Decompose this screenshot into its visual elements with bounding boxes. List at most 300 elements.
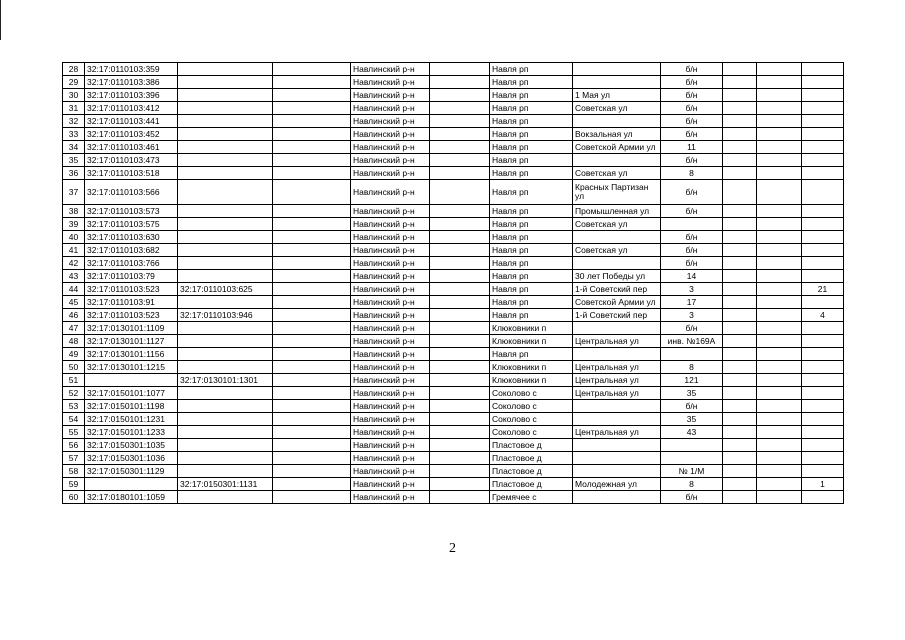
extra-cell-3 xyxy=(802,322,844,335)
house-cell: 8 xyxy=(661,361,723,374)
extra-cell-3 xyxy=(802,231,844,244)
district-cell: Навлинский р-н xyxy=(351,231,430,244)
street-cell: Советская ул xyxy=(573,218,661,231)
house-cell: б/н xyxy=(661,89,723,102)
extra-cell-1 xyxy=(723,167,757,180)
house-cell: 35 xyxy=(661,413,723,426)
extra-cell-3 xyxy=(802,205,844,218)
blank-cell xyxy=(430,257,490,270)
blank-cell xyxy=(430,115,490,128)
blank-cell xyxy=(273,309,351,322)
extra-cell-2 xyxy=(757,296,802,309)
extra-cell-1 xyxy=(723,335,757,348)
district-cell: Навлинский р-н xyxy=(351,452,430,465)
blank-cell xyxy=(430,296,490,309)
locality-cell: Навля рп xyxy=(490,231,573,244)
parent-cadastral-number xyxy=(178,63,273,76)
extra-cell-1 xyxy=(723,361,757,374)
blank-cell xyxy=(430,387,490,400)
house-cell: 43 xyxy=(661,426,723,439)
extra-cell-1 xyxy=(723,439,757,452)
row-number: 45 xyxy=(63,296,85,309)
blank-cell xyxy=(430,478,490,491)
district-cell: Навлинский р-н xyxy=(351,309,430,322)
extra-cell-3 xyxy=(802,296,844,309)
locality-cell: Соколово с xyxy=(490,413,573,426)
cadastral-number: 32:17:0130101:1109 xyxy=(85,322,178,335)
street-cell: Промышленная ул xyxy=(573,205,661,218)
district-cell: Навлинский р-н xyxy=(351,374,430,387)
row-number: 31 xyxy=(63,102,85,115)
parent-cadastral-number xyxy=(178,348,273,361)
street-cell: Молодежная ул xyxy=(573,478,661,491)
extra-cell-1 xyxy=(723,63,757,76)
table-row xyxy=(63,167,844,180)
parent-cadastral-number xyxy=(178,167,273,180)
locality-cell: Навля рп xyxy=(490,115,573,128)
extra-cell-1 xyxy=(723,387,757,400)
parent-cadastral-number xyxy=(178,413,273,426)
parent-cadastral-number xyxy=(178,102,273,115)
blank-cell xyxy=(430,76,490,89)
extra-cell-1 xyxy=(723,270,757,283)
blank-cell xyxy=(430,154,490,167)
locality-cell: Клюковники п xyxy=(490,322,573,335)
parent-cadastral-number: 32:17:0110103:625 xyxy=(178,283,273,296)
extra-cell-2 xyxy=(757,309,802,322)
street-cell xyxy=(573,439,661,452)
row-number: 60 xyxy=(63,491,85,504)
district-cell: Навлинский р-н xyxy=(351,270,430,283)
table-row xyxy=(63,452,844,465)
table-row xyxy=(63,361,844,374)
blank-cell xyxy=(273,167,351,180)
parent-cadastral-number xyxy=(178,387,273,400)
row-number: 58 xyxy=(63,465,85,478)
row-number: 46 xyxy=(63,309,85,322)
cadastral-number xyxy=(85,478,178,491)
blank-cell xyxy=(430,89,490,102)
house-cell: 17 xyxy=(661,296,723,309)
parent-cadastral-number xyxy=(178,257,273,270)
blank-cell xyxy=(430,400,490,413)
extra-cell-3: 4 xyxy=(802,309,844,322)
house-cell: 8 xyxy=(661,167,723,180)
extra-cell-3 xyxy=(802,257,844,270)
extra-cell-2 xyxy=(757,426,802,439)
row-number: 47 xyxy=(63,322,85,335)
extra-cell-2 xyxy=(757,257,802,270)
page-edge-mark xyxy=(0,0,1,40)
parent-cadastral-number: 32:17:0110103:946 xyxy=(178,309,273,322)
blank-cell xyxy=(430,102,490,115)
row-number: 53 xyxy=(63,400,85,413)
parent-cadastral-number xyxy=(178,361,273,374)
table-row xyxy=(63,180,844,205)
house-cell xyxy=(661,348,723,361)
table-row xyxy=(63,115,844,128)
extra-cell-3 xyxy=(802,270,844,283)
house-cell: 3 xyxy=(661,283,723,296)
blank-cell xyxy=(273,180,351,205)
row-number: 48 xyxy=(63,335,85,348)
extra-cell-2 xyxy=(757,218,802,231)
street-cell: Красных Партизан ул xyxy=(573,180,661,205)
district-cell: Навлинский р-н xyxy=(351,478,430,491)
cadastral-number xyxy=(85,374,178,387)
parent-cadastral-number xyxy=(178,154,273,167)
locality-cell: Пластовое д xyxy=(490,439,573,452)
parent-cadastral-number xyxy=(178,439,273,452)
locality-cell: Клюковники п xyxy=(490,361,573,374)
extra-cell-2 xyxy=(757,452,802,465)
blank-cell xyxy=(273,63,351,76)
cadastral-number: 32:17:0150101:1077 xyxy=(85,387,178,400)
extra-cell-2 xyxy=(757,387,802,400)
row-number: 36 xyxy=(63,167,85,180)
street-cell: Центральная ул xyxy=(573,335,661,348)
cadastral-number: 32:17:0180101:1059 xyxy=(85,491,178,504)
table-row xyxy=(63,335,844,348)
extra-cell-1 xyxy=(723,257,757,270)
row-number: 38 xyxy=(63,205,85,218)
locality-cell: Навля рп xyxy=(490,309,573,322)
blank-cell xyxy=(273,231,351,244)
extra-cell-1 xyxy=(723,491,757,504)
blank-cell xyxy=(273,387,351,400)
extra-cell-1 xyxy=(723,322,757,335)
extra-cell-1 xyxy=(723,231,757,244)
locality-cell: Навля рп xyxy=(490,348,573,361)
parent-cadastral-number xyxy=(178,296,273,309)
blank-cell xyxy=(430,270,490,283)
table-row xyxy=(63,296,844,309)
cadastral-number: 32:17:0110103:386 xyxy=(85,76,178,89)
district-cell: Навлинский р-н xyxy=(351,465,430,478)
extra-cell-2 xyxy=(757,76,802,89)
cadastral-number: 32:17:0150101:1231 xyxy=(85,413,178,426)
street-cell xyxy=(573,154,661,167)
parent-cadastral-number xyxy=(178,115,273,128)
cadastral-number: 32:17:0150101:1233 xyxy=(85,426,178,439)
district-cell: Навлинский р-н xyxy=(351,296,430,309)
table-row xyxy=(63,205,844,218)
district-cell: Навлинский р-н xyxy=(351,154,430,167)
district-cell: Навлинский р-н xyxy=(351,439,430,452)
parent-cadastral-number xyxy=(178,205,273,218)
cadastral-number: 32:17:0110103:473 xyxy=(85,154,178,167)
parent-cadastral-number xyxy=(178,491,273,504)
row-number: 28 xyxy=(63,63,85,76)
blank-cell xyxy=(430,426,490,439)
row-number: 50 xyxy=(63,361,85,374)
street-cell: Советская ул xyxy=(573,244,661,257)
blank-cell xyxy=(430,141,490,154)
street-cell xyxy=(573,76,661,89)
table-row xyxy=(63,89,844,102)
locality-cell: Навля рп xyxy=(490,89,573,102)
house-cell: 121 xyxy=(661,374,723,387)
blank-cell xyxy=(430,374,490,387)
blank-cell xyxy=(430,452,490,465)
extra-cell-2 xyxy=(757,244,802,257)
house-cell: б/н xyxy=(661,128,723,141)
street-cell xyxy=(573,452,661,465)
house-cell xyxy=(661,452,723,465)
locality-cell: Гремячее с xyxy=(490,491,573,504)
parent-cadastral-number xyxy=(178,128,273,141)
locality-cell: Навля рп xyxy=(490,270,573,283)
extra-cell-3: 21 xyxy=(802,283,844,296)
extra-cell-1 xyxy=(723,205,757,218)
district-cell: Навлинский р-н xyxy=(351,283,430,296)
locality-cell: Соколово с xyxy=(490,387,573,400)
district-cell: Навлинский р-н xyxy=(351,348,430,361)
row-number: 57 xyxy=(63,452,85,465)
table-row xyxy=(63,218,844,231)
locality-cell: Пластовое д xyxy=(490,465,573,478)
district-cell: Навлинский р-н xyxy=(351,180,430,205)
table-row xyxy=(63,257,844,270)
street-cell xyxy=(573,257,661,270)
blank-cell xyxy=(273,348,351,361)
house-cell: 3 xyxy=(661,309,723,322)
street-cell: 30 лет Победы ул xyxy=(573,270,661,283)
extra-cell-2 xyxy=(757,102,802,115)
street-cell: 1-й Советский пер xyxy=(573,309,661,322)
extra-cell-2 xyxy=(757,128,802,141)
extra-cell-3 xyxy=(802,218,844,231)
row-number: 42 xyxy=(63,257,85,270)
cadastral-number: 32:17:0110103:452 xyxy=(85,128,178,141)
table-row xyxy=(63,465,844,478)
extra-cell-1 xyxy=(723,452,757,465)
house-cell: 14 xyxy=(661,270,723,283)
cadastral-number: 32:17:0110103:566 xyxy=(85,180,178,205)
blank-cell xyxy=(273,426,351,439)
extra-cell-1 xyxy=(723,180,757,205)
street-cell: Центральная ул xyxy=(573,374,661,387)
house-cell: б/н xyxy=(661,257,723,270)
parent-cadastral-number xyxy=(178,231,273,244)
blank-cell xyxy=(430,180,490,205)
table-row xyxy=(63,322,844,335)
street-cell: 1 Мая ул xyxy=(573,89,661,102)
extra-cell-2 xyxy=(757,491,802,504)
district-cell: Навлинский р-н xyxy=(351,115,430,128)
locality-cell: Навля рп xyxy=(490,296,573,309)
extra-cell-1 xyxy=(723,465,757,478)
parent-cadastral-number xyxy=(178,335,273,348)
house-cell: б/н xyxy=(661,63,723,76)
blank-cell xyxy=(430,413,490,426)
blank-cell xyxy=(273,218,351,231)
blank-cell xyxy=(273,141,351,154)
table-row xyxy=(63,102,844,115)
table-row xyxy=(63,244,844,257)
extra-cell-2 xyxy=(757,400,802,413)
house-cell: 35 xyxy=(661,387,723,400)
extra-cell-1 xyxy=(723,141,757,154)
street-cell xyxy=(573,400,661,413)
row-number: 30 xyxy=(63,89,85,102)
cadastral-number: 32:17:0110103:523 xyxy=(85,309,178,322)
row-number: 29 xyxy=(63,76,85,89)
blank-cell xyxy=(273,374,351,387)
blank-cell xyxy=(273,491,351,504)
extra-cell-3 xyxy=(802,167,844,180)
row-number: 43 xyxy=(63,270,85,283)
table-row xyxy=(63,154,844,167)
extra-cell-3 xyxy=(802,63,844,76)
locality-cell: Навля рп xyxy=(490,128,573,141)
table-row xyxy=(63,387,844,400)
cadastral-number: 32:17:0110103:523 xyxy=(85,283,178,296)
blank-cell xyxy=(430,309,490,322)
locality-cell: Навля рп xyxy=(490,154,573,167)
street-cell xyxy=(573,413,661,426)
locality-cell: Навля рп xyxy=(490,205,573,218)
house-cell: б/н xyxy=(661,322,723,335)
extra-cell-2 xyxy=(757,335,802,348)
table-row xyxy=(63,270,844,283)
blank-cell xyxy=(273,335,351,348)
extra-cell-3 xyxy=(802,348,844,361)
extra-cell-1 xyxy=(723,154,757,167)
row-number: 55 xyxy=(63,426,85,439)
extra-cell-1 xyxy=(723,218,757,231)
blank-cell xyxy=(273,89,351,102)
street-cell xyxy=(573,322,661,335)
parent-cadastral-number xyxy=(178,89,273,102)
blank-cell xyxy=(273,128,351,141)
cadastral-number: 32:17:0110103:79 xyxy=(85,270,178,283)
extra-cell-2 xyxy=(757,374,802,387)
house-cell: б/н xyxy=(661,102,723,115)
extra-cell-1 xyxy=(723,244,757,257)
parent-cadastral-number xyxy=(178,452,273,465)
street-cell xyxy=(573,63,661,76)
table-body xyxy=(63,63,844,504)
street-cell xyxy=(573,465,661,478)
parent-cadastral-number xyxy=(178,76,273,89)
blank-cell xyxy=(430,322,490,335)
locality-cell: Клюковники п xyxy=(490,335,573,348)
extra-cell-3 xyxy=(802,361,844,374)
extra-cell-3 xyxy=(802,452,844,465)
parent-cadastral-number xyxy=(178,244,273,257)
extra-cell-2 xyxy=(757,270,802,283)
district-cell: Навлинский р-н xyxy=(351,257,430,270)
row-number: 56 xyxy=(63,439,85,452)
cadastral-number: 32:17:0130101:1156 xyxy=(85,348,178,361)
extra-cell-2 xyxy=(757,63,802,76)
district-cell: Навлинский р-н xyxy=(351,102,430,115)
table-row xyxy=(63,231,844,244)
cadastral-number: 32:17:0150101:1198 xyxy=(85,400,178,413)
blank-cell xyxy=(273,296,351,309)
cadastral-number: 32:17:0130101:1127 xyxy=(85,335,178,348)
page-number: 2 xyxy=(449,541,456,556)
extra-cell-3 xyxy=(802,244,844,257)
district-cell: Навлинский р-н xyxy=(351,400,430,413)
district-cell: Навлинский р-н xyxy=(351,361,430,374)
locality-cell: Навля рп xyxy=(490,218,573,231)
street-cell: 1-й Советский пер xyxy=(573,283,661,296)
extra-cell-3 xyxy=(802,413,844,426)
row-number: 49 xyxy=(63,348,85,361)
parent-cadastral-number xyxy=(178,465,273,478)
house-cell: б/н xyxy=(661,154,723,167)
extra-cell-2 xyxy=(757,413,802,426)
blank-cell xyxy=(430,439,490,452)
extra-cell-2 xyxy=(757,167,802,180)
street-cell: Советской Армии ул xyxy=(573,296,661,309)
blank-cell xyxy=(430,63,490,76)
blank-cell xyxy=(430,167,490,180)
cadastral-number: 32:17:0110103:91 xyxy=(85,296,178,309)
extra-cell-3 xyxy=(802,335,844,348)
extra-cell-1 xyxy=(723,296,757,309)
extra-cell-1 xyxy=(723,76,757,89)
district-cell: Навлинский р-н xyxy=(351,76,430,89)
blank-cell xyxy=(430,231,490,244)
extra-cell-2 xyxy=(757,439,802,452)
blank-cell xyxy=(273,102,351,115)
blank-cell xyxy=(273,439,351,452)
blank-cell xyxy=(273,400,351,413)
cadastral-number: 32:17:0150301:1035 xyxy=(85,439,178,452)
cadastral-number: 32:17:0110103:518 xyxy=(85,167,178,180)
blank-cell xyxy=(273,205,351,218)
district-cell: Навлинский р-н xyxy=(351,335,430,348)
district-cell: Навлинский р-н xyxy=(351,322,430,335)
extra-cell-3 xyxy=(802,491,844,504)
table-row xyxy=(63,439,844,452)
street-cell: Вокзальная ул xyxy=(573,128,661,141)
table-row xyxy=(63,309,844,322)
extra-cell-2 xyxy=(757,205,802,218)
extra-cell-3 xyxy=(802,154,844,167)
extra-cell-1 xyxy=(723,413,757,426)
row-number: 35 xyxy=(63,154,85,167)
district-cell: Навлинский р-н xyxy=(351,426,430,439)
parent-cadastral-number xyxy=(178,218,273,231)
cadastral-number: 32:17:0110103:461 xyxy=(85,141,178,154)
table-row xyxy=(63,141,844,154)
table-row xyxy=(63,426,844,439)
locality-cell: Соколово с xyxy=(490,400,573,413)
blank-cell xyxy=(273,322,351,335)
extra-cell-3 xyxy=(802,426,844,439)
blank-cell xyxy=(273,413,351,426)
row-number: 37 xyxy=(63,180,85,205)
blank-cell xyxy=(273,154,351,167)
table-row xyxy=(63,374,844,387)
extra-cell-2 xyxy=(757,361,802,374)
table-row xyxy=(63,283,844,296)
blank-cell xyxy=(273,270,351,283)
extra-cell-2 xyxy=(757,478,802,491)
extra-cell-2 xyxy=(757,180,802,205)
locality-cell: Навля рп xyxy=(490,283,573,296)
district-cell: Навлинский р-н xyxy=(351,205,430,218)
extra-cell-1 xyxy=(723,374,757,387)
cadastral-number: 32:17:0150301:1036 xyxy=(85,452,178,465)
table-row xyxy=(63,348,844,361)
parent-cadastral-number xyxy=(178,270,273,283)
extra-cell-2 xyxy=(757,322,802,335)
